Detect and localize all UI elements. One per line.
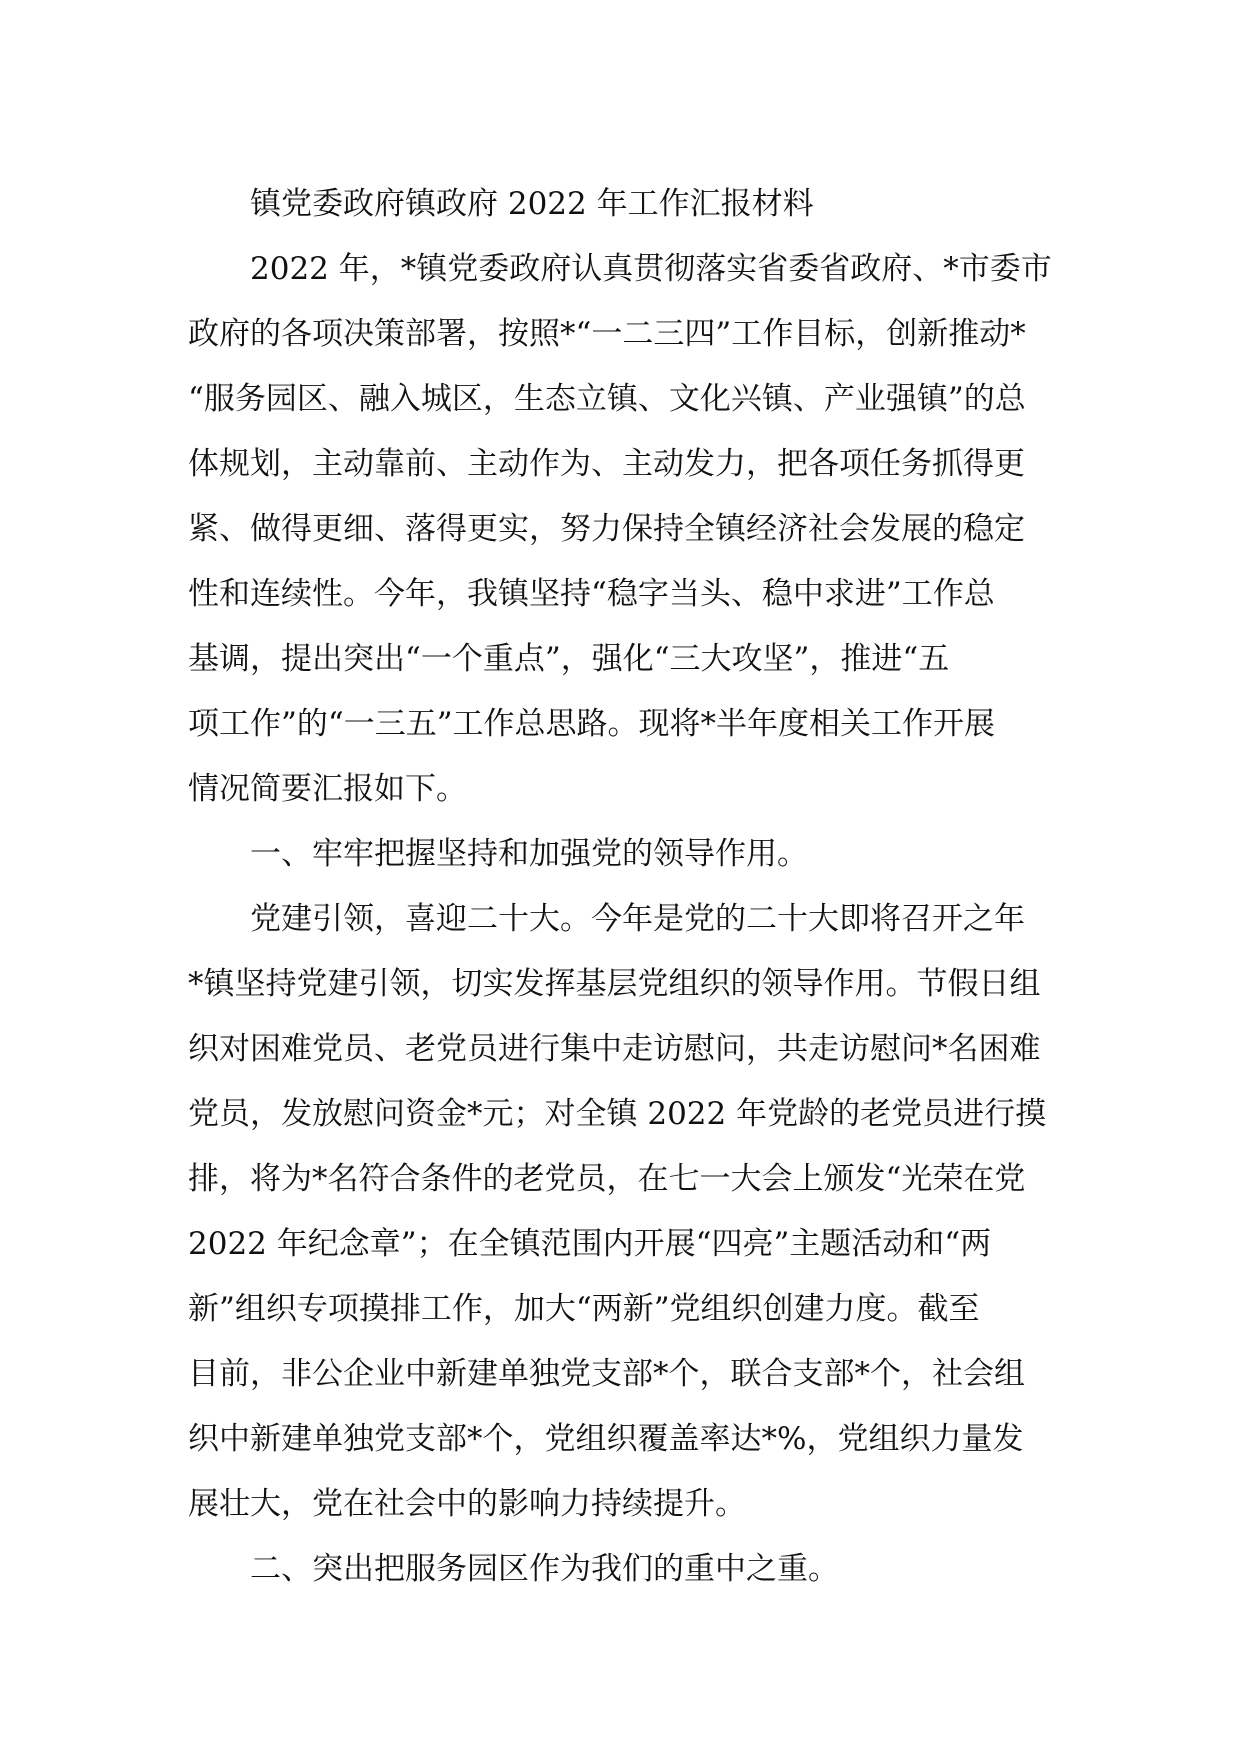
- document-title: 镇党委政府镇政府 2022 年工作汇报材料: [250, 186, 814, 222]
- paragraph-line: 政府的各项决策部署，按照*“一二三四”工作目标，创新推动*: [188, 316, 1026, 352]
- paragraph-line: 基调，提出突出“一个重点”，强化“三大攻坚”，推进“五: [188, 641, 950, 677]
- paragraph-line: *镇坚持党建引领，切实发挥基层党组织的领导作用。节假日组: [188, 966, 1041, 1002]
- paragraph-line: 情况简要汇报如下。: [188, 771, 467, 807]
- document-body: [188, 172, 1056, 1602]
- paragraph-line: 体规划，主动靠前、主动作为、主动发力，把各项任务抓得更: [188, 446, 1025, 482]
- paragraph-line: 织对困难党员、老党员进行集中走访慰问，共走访慰问*名困难: [188, 1031, 1041, 1067]
- section-heading: 二、突出把服务园区作为我们的重中之重。: [250, 1551, 839, 1587]
- paragraph-line: 展壮大，党在社会中的影响力持续提升。: [188, 1486, 746, 1522]
- paragraph-line: “服务园区、融入城区，生态立镇、文化兴镇、产业强镇”的总: [188, 381, 1026, 417]
- paragraph-line: 织中新建单独党支部*个，党组织覆盖率达*%，党组织力量发: [188, 1421, 1024, 1457]
- paragraph-line: 党员，发放慰问资金*元；对全镇 2022 年党龄的老党员进行摸: [188, 1096, 1047, 1132]
- section-heading: 一、牢牢把握坚持和加强党的领导作用。: [250, 836, 808, 872]
- paragraph-line: 排，将为*名符合条件的老党员，在七一大会上颁发“光荣在党: [188, 1161, 1026, 1197]
- paragraph-line: 目前，非公企业中新建单独党支部*个，联合支部*个，社会组: [188, 1356, 1025, 1392]
- paragraph-line: 项工作”的“一三五”工作总思路。现将*半年度相关工作开展: [188, 706, 996, 742]
- paragraph-line: 新”组织专项摸排工作，加大“两新”党组织创建力度。截至: [188, 1291, 980, 1327]
- paragraph-line: 紧、做得更细、落得更实，努力保持全镇经济社会发展的稳定: [188, 511, 1025, 547]
- paragraph-line: 2022 年纪念章”；在全镇范围内开展“四亮”主题活动和“两: [188, 1226, 992, 1262]
- paragraph-line: 党建引领，喜迎二十大。今年是党的二十大即将召开之年: [250, 901, 1025, 937]
- paragraph-line: 2022 年，*镇党委政府认真贯彻落实省委省政府、*市委市: [250, 251, 1052, 287]
- paragraph-line: 性和连续性。今年，我镇坚持“稳字当头、稳中求进”工作总: [188, 576, 995, 612]
